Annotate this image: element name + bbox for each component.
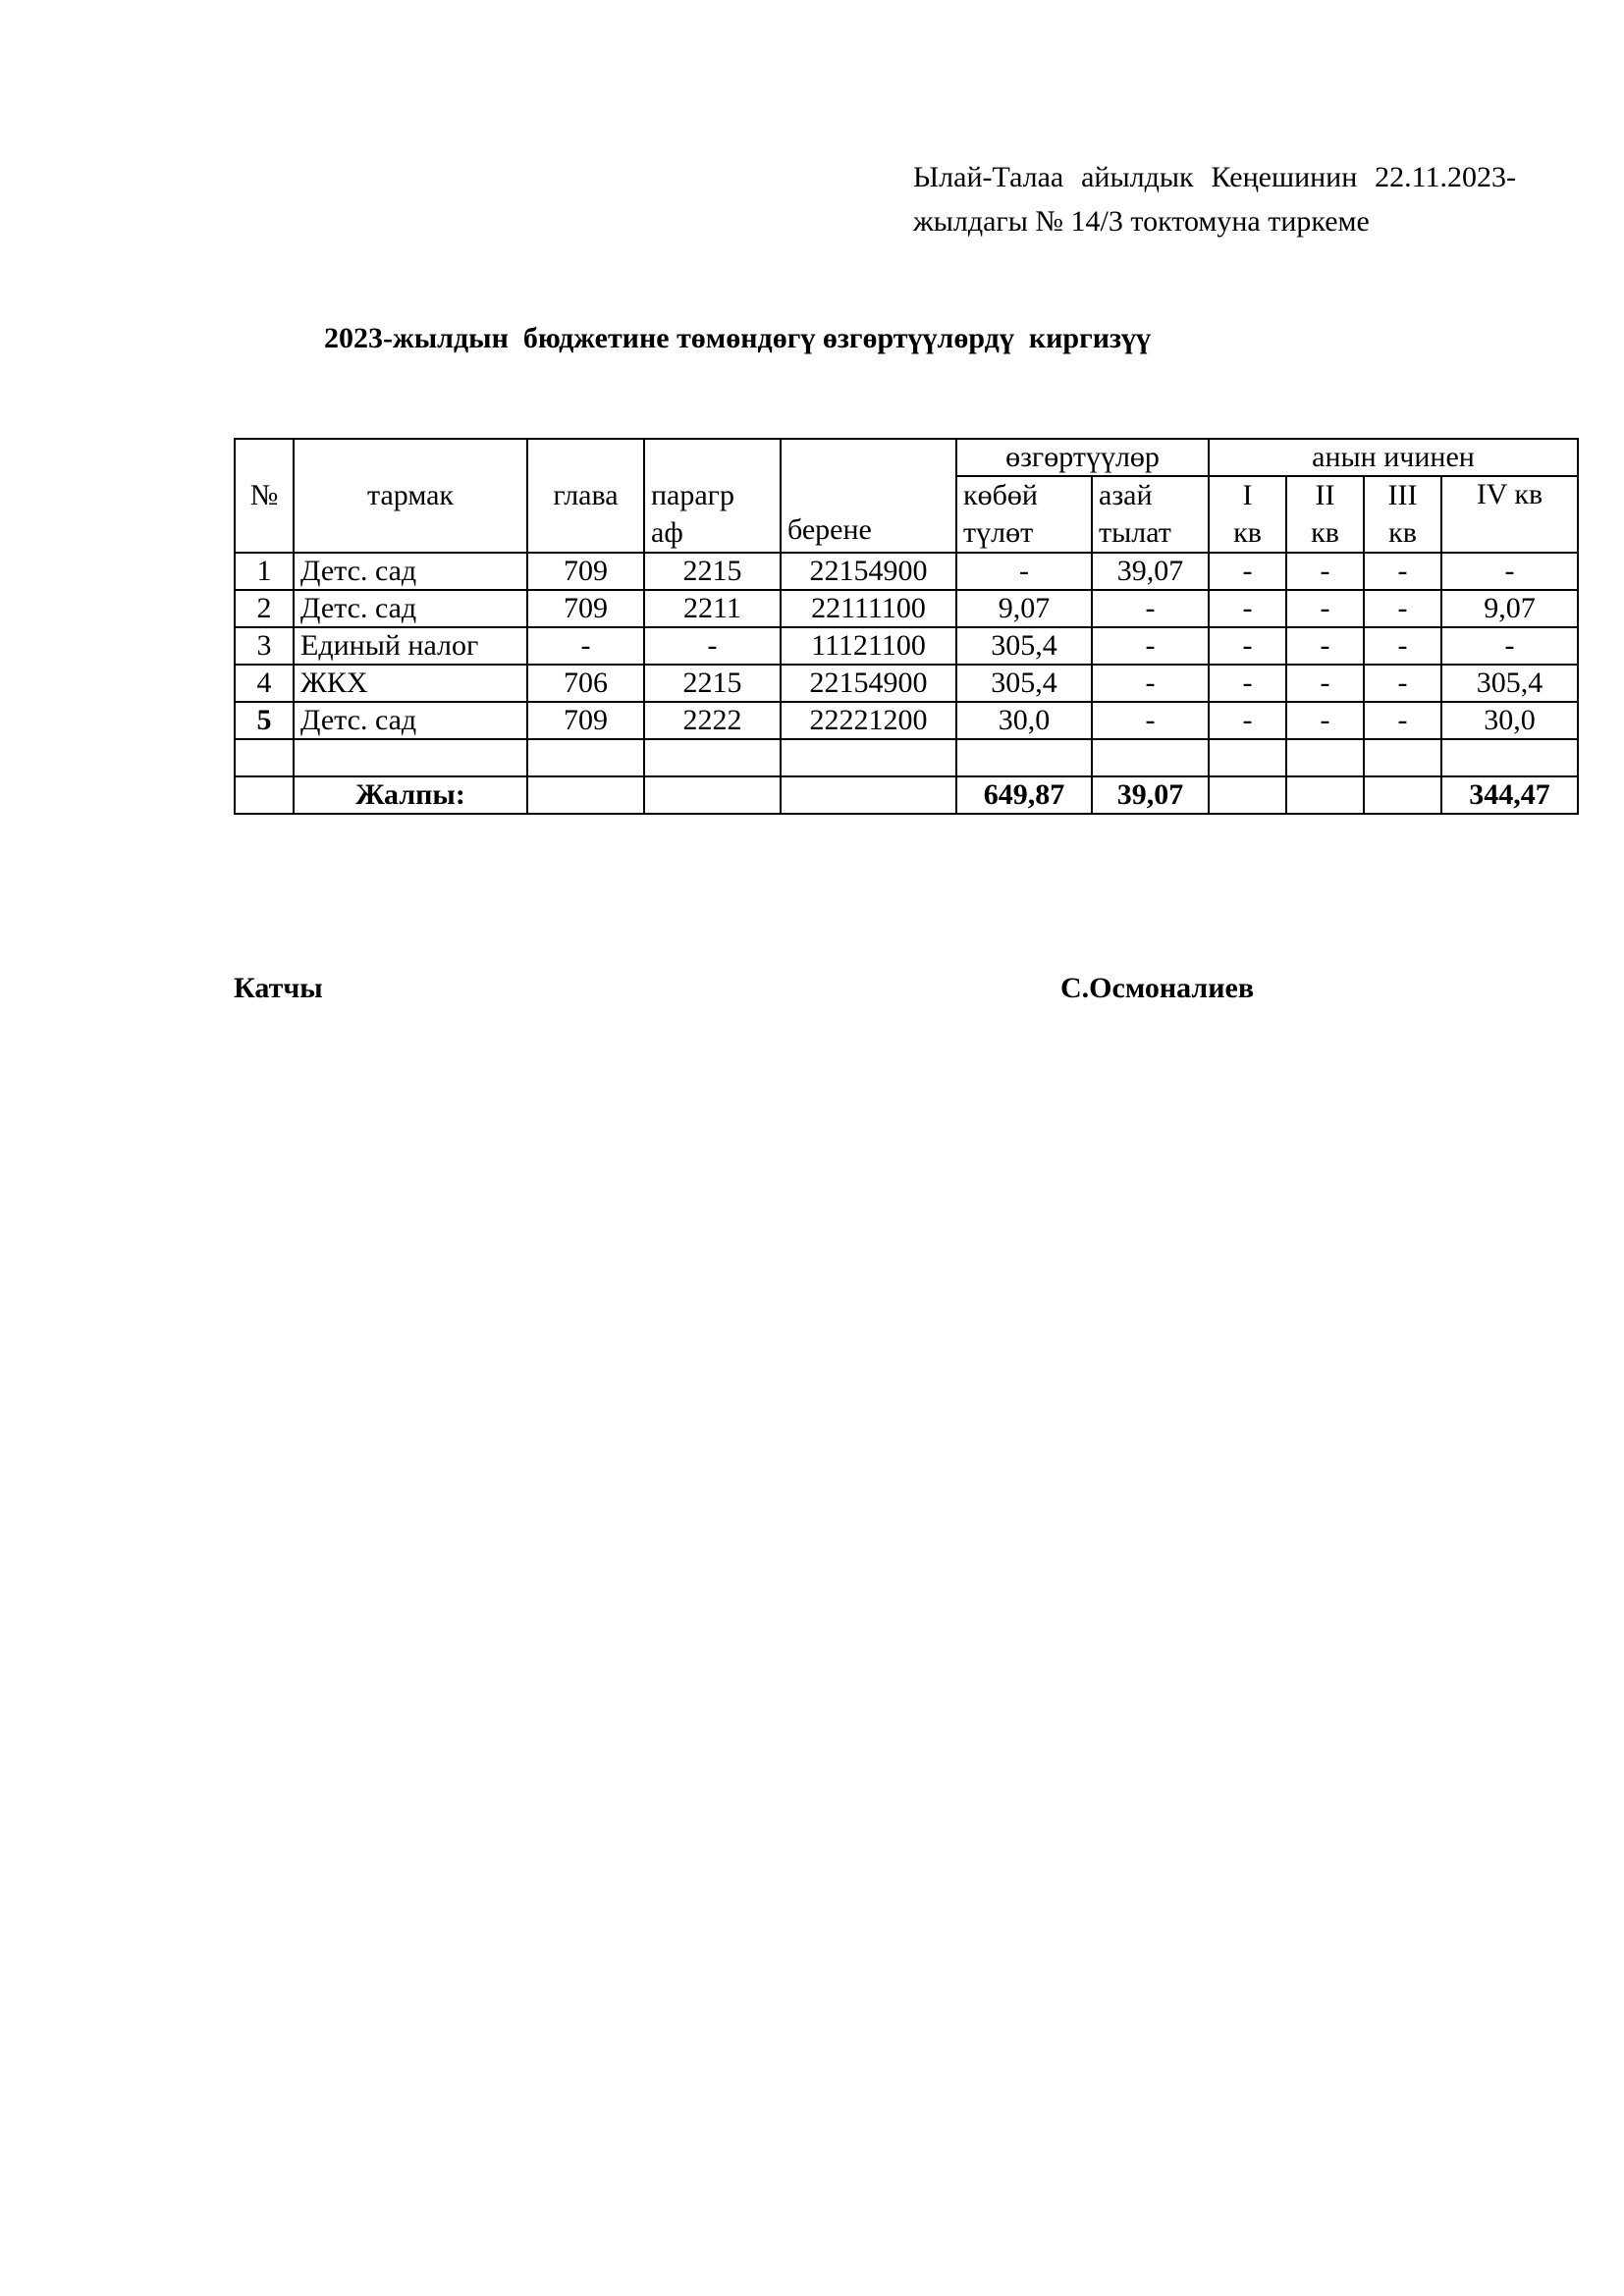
header-of-which: анын ичинен <box>1209 439 1578 476</box>
cell-decrease: - <box>1092 590 1209 627</box>
cell-q4: 9,07 <box>1441 590 1578 627</box>
empty-cell <box>1286 776 1364 814</box>
cell-q1: - <box>1209 702 1286 739</box>
cell-q2: - <box>1286 627 1364 665</box>
empty-cell <box>1286 739 1364 776</box>
empty-cell <box>294 739 527 776</box>
cell-q1: - <box>1209 665 1286 702</box>
header-paragraph-line2: аф <box>651 516 683 549</box>
cell-q3: - <box>1364 665 1441 702</box>
header-increase <box>956 476 1092 553</box>
cell-q4: - <box>1441 627 1578 665</box>
cell-paragraph: 2211 <box>644 590 781 627</box>
cell-increase: 305,4 <box>956 627 1092 665</box>
cell-num: 4 <box>235 665 294 702</box>
cell-branch: Детс. сад <box>294 553 527 590</box>
empty-cell <box>1209 776 1286 814</box>
empty-cell <box>235 776 294 814</box>
cell-q1: - <box>1209 627 1286 665</box>
header-decrease-line2: тылат <box>1099 516 1171 549</box>
header-q1 <box>1209 476 1286 553</box>
cell-q2: - <box>1286 553 1364 590</box>
cell-num: 2 <box>235 590 294 627</box>
cell-chapter: 706 <box>527 665 644 702</box>
total-decrease: 39,07 <box>1092 776 1209 814</box>
header-branch: тармак <box>294 439 527 553</box>
cell-chapter: 709 <box>527 702 644 739</box>
cell-branch: Детс. сад <box>294 590 527 627</box>
header-article: берене <box>781 439 956 553</box>
cell-article: 22111100 <box>781 590 956 627</box>
header-changes: өзгөртүүлөр <box>956 439 1209 476</box>
cell-decrease: - <box>1092 702 1209 739</box>
table-total-row <box>235 776 1578 814</box>
cell-q4: 305,4 <box>1441 665 1578 702</box>
header-increase-line2: түлөт <box>963 516 1034 549</box>
cell-q1: - <box>1209 553 1286 590</box>
total-q4: 344,47 <box>1441 776 1578 814</box>
cell-paragraph: - <box>644 627 781 665</box>
table-row <box>235 627 1578 665</box>
cell-q2: - <box>1286 665 1364 702</box>
cell-article: 22154900 <box>781 553 956 590</box>
table-row <box>235 665 1578 702</box>
header-num: № <box>235 439 294 553</box>
header-decrease <box>1092 476 1209 553</box>
empty-cell <box>644 776 781 814</box>
header-q2 <box>1286 476 1364 553</box>
header-decrease-line1: азай <box>1099 479 1153 511</box>
cell-decrease: 39,07 <box>1092 553 1209 590</box>
cell-increase: 30,0 <box>956 702 1092 739</box>
cell-q2: - <box>1286 702 1364 739</box>
cell-q3: - <box>1364 627 1441 665</box>
header-q1-line1: I <box>1242 479 1253 511</box>
total-label: Жалпы: <box>294 776 527 814</box>
header-q4: IV кв <box>1441 476 1578 553</box>
cell-num: 5 <box>235 702 294 739</box>
header-chapter: глава <box>527 439 644 553</box>
cell-branch: Единый налог <box>294 627 527 665</box>
cell-paragraph: 2215 <box>644 553 781 590</box>
header-q2-line1: II <box>1315 479 1335 511</box>
cell-increase: 305,4 <box>956 665 1092 702</box>
cell-article: 11121100 <box>781 627 956 665</box>
cell-chapter: 709 <box>527 553 644 590</box>
cell-num: 1 <box>235 553 294 590</box>
cell-q2: - <box>1286 590 1364 627</box>
total-increase: 649,87 <box>956 776 1092 814</box>
cell-q3: - <box>1364 590 1441 627</box>
cell-q3: - <box>1364 702 1441 739</box>
table-header-row <box>235 439 1578 476</box>
cell-chapter: - <box>527 627 644 665</box>
cell-q4: 30,0 <box>1441 702 1578 739</box>
cell-article: 22221200 <box>781 702 956 739</box>
cell-increase: - <box>956 553 1092 590</box>
signature-name: С.Осмоналиев <box>1060 972 1255 1004</box>
header-paragraph <box>644 439 781 553</box>
empty-cell <box>781 776 956 814</box>
table-row <box>235 553 1578 590</box>
empty-cell <box>527 739 644 776</box>
empty-cell <box>235 739 294 776</box>
cell-chapter: 709 <box>527 590 644 627</box>
empty-cell <box>1209 739 1286 776</box>
signature-role: Катчы <box>234 972 323 1004</box>
document-title: 2023-жылдын бюджетине төмөндөгү өзгөртүүлөрдү киргизүү <box>324 322 1152 354</box>
cell-q1: - <box>1209 590 1286 627</box>
cell-article: 22154900 <box>781 665 956 702</box>
header-paragraph-line1: парагр <box>651 479 734 511</box>
cell-decrease: - <box>1092 665 1209 702</box>
table-row <box>235 702 1578 739</box>
header-q3-line1: III <box>1387 479 1418 511</box>
header-q2-line2: кв <box>1311 516 1339 549</box>
header-q1-line2: кв <box>1233 516 1262 549</box>
empty-cell <box>1364 776 1441 814</box>
table-empty-row <box>235 739 1578 776</box>
header-q3 <box>1364 476 1441 553</box>
cell-increase: 9,07 <box>956 590 1092 627</box>
header-note: Ылай-Талаа айылдык Кеңешинин 22.11.2023-жылдагы № 14/3 токтомуна тиркеме <box>913 161 1516 238</box>
empty-cell <box>781 739 956 776</box>
empty-cell <box>956 739 1092 776</box>
table-row <box>235 590 1578 627</box>
cell-branch: Детс. сад <box>294 702 527 739</box>
cell-branch: ЖКХ <box>294 665 527 702</box>
empty-cell <box>1092 739 1209 776</box>
cell-decrease: - <box>1092 627 1209 665</box>
empty-cell <box>1441 739 1578 776</box>
header-increase-line1: көбөй <box>963 479 1038 511</box>
cell-paragraph: 2222 <box>644 702 781 739</box>
cell-q3: - <box>1364 553 1441 590</box>
header-q3-line2: кв <box>1388 516 1417 549</box>
budget-changes-table <box>234 438 1579 815</box>
cell-q4: - <box>1441 553 1578 590</box>
cell-paragraph: 2215 <box>644 665 781 702</box>
empty-cell <box>644 739 781 776</box>
cell-num: 3 <box>235 627 294 665</box>
empty-cell <box>527 776 644 814</box>
empty-cell <box>1364 739 1441 776</box>
